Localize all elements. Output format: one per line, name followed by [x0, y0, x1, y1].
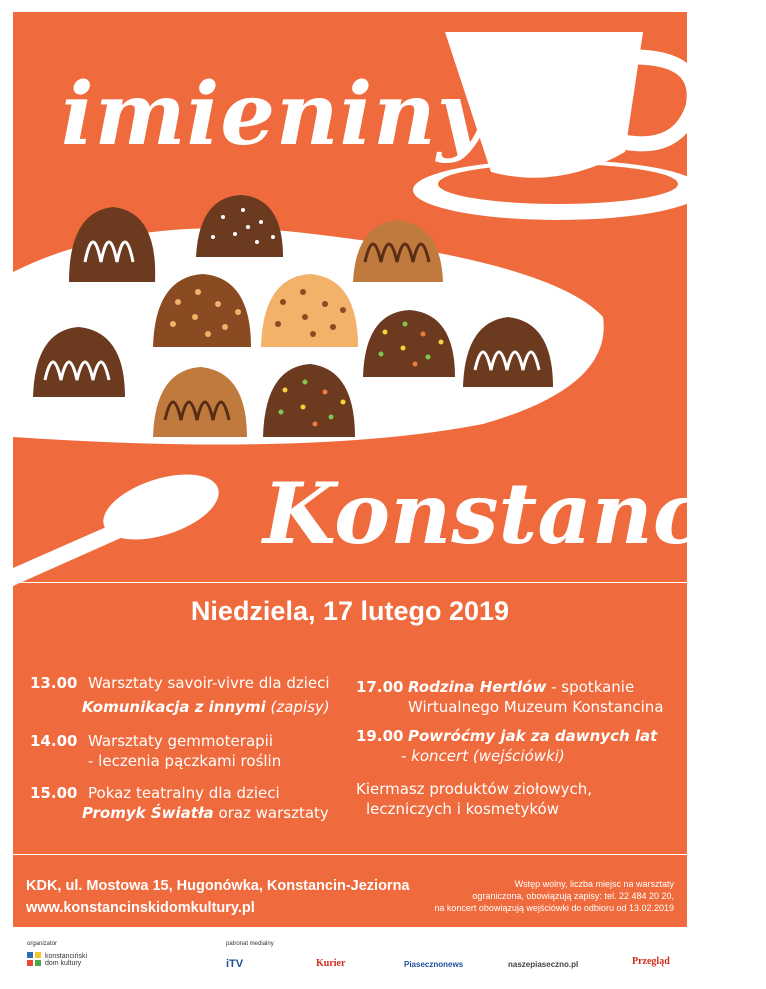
venue-website[interactable]: www.konstancinskidomkultury.pl: [26, 900, 255, 916]
entry-notes: [374, 878, 674, 914]
title-konstancji: Konstancji: [263, 464, 766, 563]
event-highlight: Komunikacja z innymi: [82, 698, 266, 716]
event-note: (zapisy): [265, 698, 330, 716]
title-imieniny: imieniny: [61, 64, 488, 165]
event-subtitle: Wirtualnego Muzeum Konstancina: [408, 698, 664, 716]
event-item: [30, 730, 350, 780]
fair-info: [356, 778, 676, 828]
patron-logo: naszepiaseczno.pl: [508, 960, 579, 969]
venue-address: KDK, ul. Mostowa 15, Hugonówka, Konstancin-Jeziorna: [26, 878, 410, 894]
patron-logo: Piasecznonews: [404, 960, 464, 969]
event-note: - spotkanie: [546, 678, 635, 696]
spoon-icon: [13, 462, 227, 586]
event-highlight: Powróćmy jak za dawnych lat: [408, 727, 658, 745]
patron-logo: Kurier: [316, 958, 346, 969]
event-time: 19.00: [356, 727, 404, 745]
event-note: oraz warsztaty: [213, 804, 329, 822]
note-line: ograniczona, obowiązują zapisy: tel. 22 484 20 20,: [472, 891, 674, 901]
event-date: Niedziela, 17 lutego 2019: [190, 596, 510, 626]
divider: [13, 854, 687, 855]
patron-logo: iTV: [226, 958, 244, 970]
event-highlight: Rodzina Hertlów: [408, 678, 547, 696]
event-title: Warsztaty savoir-vivre dla dzieci: [88, 674, 330, 692]
organizer-label: organizator: [27, 941, 58, 947]
event-title: Pokaz teatralny dla dzieci: [88, 784, 280, 802]
patrons-label: patronat medialny: [226, 941, 274, 947]
divider: [13, 582, 687, 583]
event-highlight: Promyk Światła: [82, 804, 214, 822]
chocolate-1: [69, 207, 155, 282]
chocolate-2: [196, 195, 283, 257]
fair-line: Kiermasz produktów ziołowych,: [356, 780, 593, 798]
note-line: na koncert obowiązują wejściówki do odbioru od 13.02.2019: [434, 903, 674, 913]
poster: [13, 12, 766, 927]
patron-logo: Przegląd: [632, 956, 670, 967]
event-item: [30, 672, 350, 722]
kdk-logo-icon: [27, 952, 41, 968]
event-time: 17.00: [356, 678, 404, 696]
note-line: Wstęp wolny, liczba miejsc na warsztaty: [514, 879, 674, 889]
event-title: Warsztaty gemmoterapii: [88, 732, 273, 750]
event-item: [356, 676, 676, 726]
fair-line: leczniczych i kosmetyków: [366, 800, 559, 818]
organizer-logo: [27, 952, 88, 968]
event-subtitle: - leczenia pączkami roślin: [88, 752, 282, 770]
event-time: 15.00: [30, 784, 78, 802]
event-time: 13.00: [30, 674, 78, 692]
event-item: [356, 725, 676, 775]
chocolate-3: [353, 220, 443, 282]
event-subtitle: - koncert (wejściówki): [401, 747, 565, 765]
event-time: 14.00: [30, 732, 78, 750]
organizer-name: konstanciński dom kultury: [45, 953, 88, 967]
event-item: [30, 782, 350, 832]
